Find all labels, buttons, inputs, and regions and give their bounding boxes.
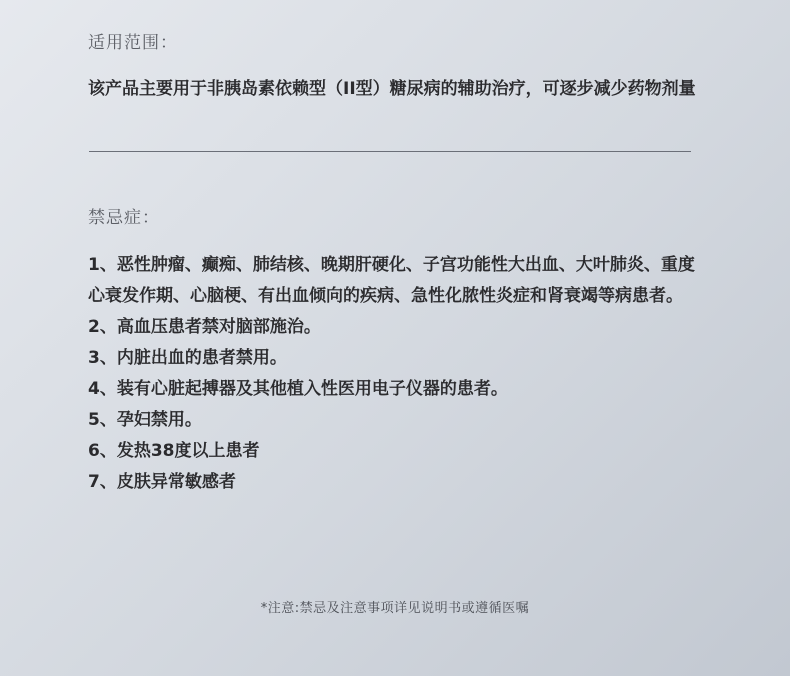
contraindication-item: 4、装有心脏起搏器及其他植入性医用电子仪器的患者。 [88,379,508,399]
contraindications-heading: 禁忌症： [88,208,160,228]
contraindication-item: 6、发热38度以上患者 [88,441,260,461]
contraindication-item: 1、恶性肿瘤、癫痴、肺结核、晚期肝硬化、子宫功能性大出血、大叶肺炎、重度心衰发作期、心脑梗、有出血倾向的疾病、急性化脓性炎症和肾衰竭等病患者。 [88,255,695,306]
scope-heading: 适用范围： [88,33,178,53]
section-divider [89,151,691,152]
footnote-notice: *注意:禁忌及注意事项详见说明书或遵循医嘱 [260,601,530,616]
contraindication-item: 2、高血压患者禁对脑部施治。 [88,317,321,337]
contraindication-item: 5、孕妇禁用。 [88,410,202,430]
contraindications-list [88,250,708,498]
contraindication-item: 7、皮肤异常敏感者 [88,472,236,492]
contraindication-item: 3、内脏出血的患者禁用。 [88,348,287,368]
scope-description: 该产品主要用于非胰岛素依赖型（II型）糖尿病的辅助治疗，可逐步减少药物剂量 [88,79,696,99]
